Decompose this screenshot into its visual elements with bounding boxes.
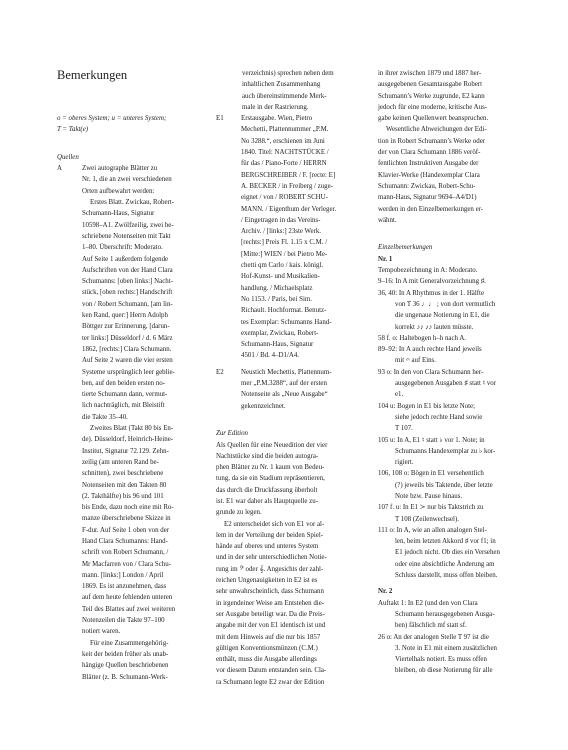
text-line: len, beim letzten Akkord ♯ vor f1; in <box>395 538 496 546</box>
text-line: angabe mit der von E1 identisch ist und <box>216 622 326 630</box>
text-line: A. BECKER / in Freiberg / zuge- <box>241 182 333 190</box>
text-line: Tempobezeichnung in A: Moderato. <box>378 267 478 275</box>
text-line: Zwei autographe Blätter zu <box>82 165 158 173</box>
text-line: Richault. Hochformat. Benutz- <box>241 307 327 315</box>
text-line: auf dem heute fehlenden unteren <box>82 594 173 602</box>
nr2-remarks <box>378 598 532 677</box>
text-line: Mr Macfarren von / Clara Schu- <box>82 560 171 568</box>
text-line: enthält, muss die Ausgabe allerdings <box>216 656 317 664</box>
text-line: Als Quellen für eine Neuedition der vier <box>216 441 328 449</box>
text-line: Schumanns Handexemplar zu ♭ kor- <box>395 447 496 455</box>
text-line: die ungenaue Notierung in E1, die <box>395 312 490 320</box>
text-line: tung, da sie ein Stadium repräsentieren, <box>216 475 325 483</box>
source-e1 <box>216 113 364 362</box>
text-line: Auf Seite 2 waren die vier ersten <box>82 357 173 365</box>
edition-text <box>216 440 364 689</box>
text-line: oder eine absichtliche Änderung am <box>395 560 495 568</box>
piece-heading-nr2: Nr. 2 <box>378 588 393 596</box>
piece-heading-nr1: Nr. 1 <box>378 255 393 263</box>
source-tag: A <box>57 165 62 173</box>
text-line: schrift von Robert Schumann, / <box>82 549 169 557</box>
text-line: Auftakt 1: In E2 (und den von Clara <box>378 599 478 607</box>
text-line: handlung. / Michaelsplatz <box>241 284 313 292</box>
text-line: Notenzeilen die Takte 97–100 <box>82 617 165 625</box>
text-line: exemplar, Zwickau, Robert- <box>241 329 319 337</box>
text-line: Hand Clara Schumanns: Hand- <box>82 537 168 545</box>
text-line: [Mitte:] WIEN / bei Pietro Me- <box>241 250 328 258</box>
text-line: schriebene Notenseiten mit Takt <box>82 232 171 240</box>
text-line: 111 o: In A, wie an allen analogen Stel- <box>378 526 487 534</box>
text-line: Für eine Zusammengehörig- <box>90 639 169 647</box>
text-line: ken Rand, quer:] Herrn Adolph <box>82 312 168 320</box>
page-title: Bemerkungen <box>57 68 128 82</box>
text-line: vor diesem Datum entstanden sein. Cla- <box>216 667 327 675</box>
text-line: Schumanns: [oben links:] Nacht- <box>82 278 173 286</box>
text-line: Teil des Blattes auf zwei weiteren <box>82 605 176 613</box>
text-line: ausgegebenen Gesamtausgabe Robert <box>378 81 483 89</box>
text-line: Schumann’s Werke zugrunde, E2 kann <box>378 92 485 100</box>
text-line: 89–92: In A auch rechte Hand jeweils <box>378 346 482 354</box>
text-line: T 108 (Zeilenwechsel). <box>395 515 459 523</box>
text-line: Schluss darstellt, muss offen bleiben. <box>395 572 498 580</box>
text-line: die Takte 35–40. <box>82 413 128 421</box>
text-line: Wesentliche Abweichungen der Edi- <box>386 126 487 134</box>
text-line: 36, 40: In A Rhythmus in der 1. Hälfte <box>378 289 485 297</box>
text-line: lich nachträglich, mit Bleistift <box>82 402 165 410</box>
text-line: phen Blätter zu Nr. 1 kaum von Bedeu- <box>216 464 325 472</box>
text-line: hängige Quellen beschriebenen <box>82 662 169 670</box>
text-line: Schumann-Haus, Signatur <box>241 341 314 349</box>
text-line: grunde zu legen. <box>216 509 262 517</box>
text-line: von T 36 ♩♩ ; von dort vermutlich <box>395 300 496 308</box>
text-line: inhaltlichen Zusammenhang <box>242 81 321 89</box>
text-line: E2 unterscheidet sich von E1 vor al- <box>224 520 325 528</box>
text-line: [rechts:] Preis Fl. 1.15 x C.M. / <box>241 239 328 247</box>
text-line: 105 u: In A, E1 ♮ statt ♭ vor 1. Note; in <box>378 436 485 444</box>
text-line: ser Ausgabe beteiligt war. Da die Preis- <box>216 610 325 618</box>
text-line: mer „P.M.3288“, auf der ersten <box>241 380 327 388</box>
text-line: Erstes Blatt. Zwickau, Robert- <box>90 199 175 207</box>
text-line: 9–16: In A mit Generalvorzeichnung ♯. <box>378 278 486 286</box>
text-line: zeilig (am unteren Rand be- <box>82 458 159 466</box>
text-line: jedoch für eine moderne, kritische Aus- <box>378 103 488 111</box>
text-line: schnitten), zwei beschriebene <box>82 470 164 478</box>
text-line: 1862, [rechts:] Clara Schumann. <box>82 345 172 353</box>
text-line: keit der beiden früher als unab- <box>82 650 169 658</box>
text-line: reichen Ungenauigkeiten in E2 ist es <box>216 577 318 585</box>
text-line: Hof-Kunst- und Musikalien- <box>241 273 320 281</box>
text-line: 4501 / Bd. 4–D1/A4. <box>241 352 299 360</box>
text-line: Notenseite als „Neue Ausgabe“ <box>241 391 328 399</box>
text-line: 10598–A1. Zwölfzeilig, zwei be- <box>82 221 174 229</box>
text-line: ben, auf den beiden ersten no- <box>82 379 166 387</box>
text-line: Note bzw. Pause hinaus. <box>395 492 463 500</box>
text-line: (?) jeweils bis Taktende, über letzte <box>395 481 493 489</box>
text-line: Blätter (z. B. Schumann-Werk- <box>82 673 168 681</box>
text-line: 1840. Titel: NACHTSTÜCKE / <box>241 149 329 157</box>
text-line: verzeichnis) sprechen neben dem <box>242 70 334 77</box>
text-line: 1869. Es ist anzunehmen, dass <box>82 583 167 591</box>
text-line: 104 u: Bogen in E1 bis letzte Note; <box>378 402 476 410</box>
column-2 <box>216 68 364 688</box>
text-line: der von Clara Schumann 1886 veröf- <box>378 149 481 157</box>
text-line: Schumann-Haus, Signatur <box>82 210 155 218</box>
text-line: MANN. / Eigenthum der Verleger. <box>241 205 337 213</box>
text-line: Orten aufbewahrt werden: <box>82 187 155 195</box>
source-a <box>57 163 205 683</box>
source-a-text <box>82 163 205 683</box>
source-e2 <box>216 367 364 412</box>
text-line: mit 𝄐 auf Eins. <box>395 357 436 365</box>
text-line: mann-Haus, Signatur 9694–A4/D1) <box>378 194 477 202</box>
text-line: für das / Piano-Forte / HERRN <box>241 160 327 168</box>
text-line: / Eingetragen in das Vereins- <box>241 216 321 224</box>
text-line: ausgegebenen Ausgaben ♯ statt ♮ vor <box>395 380 497 388</box>
text-line: sehr unwahrscheinlich, dass Schumann <box>216 588 324 596</box>
text-line: 106, 108 o: Bögen in E1 versehentlich <box>378 470 484 478</box>
nr1-remarks <box>378 265 532 581</box>
text-line: stück, [oben rechts:] Handschrift <box>82 289 173 297</box>
text-line: T 107. <box>395 425 413 433</box>
text-line: wähnt. <box>378 216 397 224</box>
source-tag: E1 <box>216 115 224 123</box>
text-line: Auf Seite 1 außerdem folgende <box>82 255 169 263</box>
text-line: tierte Schumann dann, vermut- <box>82 391 168 399</box>
text-line: 93 o: In den von Clara Schumann her- <box>378 368 484 376</box>
text-line: bleiben, ob diese Notierung für alle <box>395 667 493 675</box>
text-line: eignet / von / ROBERT SCHU- <box>241 194 328 202</box>
text-line: gültigen Konventionsmünzen (C.M.) <box>216 644 318 652</box>
text-line: mit dem Hinweis auf die nur bis 1857 <box>216 633 321 641</box>
text-line: Aufschriften von der Hand Clara <box>82 266 173 274</box>
text-line: gabe keinen Quellenwert beanspruchen. <box>378 115 489 123</box>
text-line: No 3288.“, erschienen im Juni <box>241 137 325 145</box>
text-line: (2. Takthälfte) bis 96 und 101 <box>82 492 164 500</box>
text-line: Mechetti, Plattennummer „P.M. <box>241 126 329 134</box>
text-line: rigiert. <box>395 459 414 467</box>
column-1 <box>57 113 205 683</box>
text-line: Institut, Signatur 72.129. Zehn- <box>82 447 169 455</box>
text-line: ben) fälschlich mf statt sf. <box>395 622 467 630</box>
text-line: von / Robert Schumann, [am lin- <box>82 300 173 308</box>
text-line: tes Exemplar: Schumanns Hand- <box>241 318 332 326</box>
text-line: Viertelhals notiert. Es muss offen <box>395 656 487 664</box>
text-line: tion in Robert Schumann’s Werke oder <box>378 137 486 145</box>
text-line: Schumann herausgegebenen Ausga- <box>395 610 495 618</box>
text-line: No 1153. / Paris, bei Sim. <box>241 295 312 303</box>
section-heading-einzelbemerkungen: Einzelbemerkungen <box>378 244 433 252</box>
text-line: rung im 𝄢 oder 𝄞. Angesichts der zahl- <box>216 565 324 573</box>
text-line: siehe jedoch rechte Hand sowie <box>395 413 483 421</box>
text-line: Schumann: Zwickau, Robert-Schu- <box>378 182 476 190</box>
text-line: Klavier-Werke (Handexemplar Clara <box>378 171 480 179</box>
section-heading-quellen: Quellen <box>57 153 79 161</box>
text-line: Nachtstücke sind die beiden autogra- <box>216 452 319 460</box>
text-line: E1 jedoch nicht. Ob dies ein Versehen <box>395 549 500 557</box>
text-line: hände auf oberes und unteres System <box>216 543 319 551</box>
text-line: in ihrer zwischen 1879 und 1887 her- <box>378 70 482 77</box>
text-line: F-dur. Auf Seite 1 oben von der <box>82 526 170 534</box>
source-a-continuation <box>216 68 364 113</box>
text-line: und in der sehr unterschiedlichen Notie- <box>216 554 327 562</box>
column-3 <box>378 68 532 677</box>
text-line: male in der Rastrierung. <box>242 103 309 111</box>
text-line: fentlichten Instruktiven Ausgabe der <box>378 160 479 168</box>
text-line: Archiv. / [links:] 23ste Werk. <box>241 228 322 236</box>
source-tag: E2 <box>216 368 224 376</box>
text-line: korrekt ♪♪ ♪♪ lauten müsste. <box>395 323 474 331</box>
text-line: werden in den Einzelbemerkungen er- <box>378 205 484 213</box>
section-heading-edition: Zur Edition <box>216 430 248 438</box>
text-line: 26 o: An der analogen Stelle T 97 ist die <box>378 633 489 641</box>
text-line: Böttger zur Erinnerung, [darun- <box>82 323 170 331</box>
text-line: auch übereinstimmende Merk- <box>242 92 327 100</box>
abbrev-line: o = oberes System; u = unteres System; <box>57 115 167 122</box>
text-line: BERGSCHREIBER / F. [recte: E] <box>241 171 336 179</box>
edition-continuation <box>378 68 532 226</box>
source-e1-text <box>241 113 364 362</box>
text-line: 3. Note in E1 mit einem zusätzlichen <box>395 644 497 652</box>
text-line: lem in der Verteilung der beiden Spiel- <box>216 531 324 539</box>
text-line: Neustich Mechettis, Plattennum- <box>241 368 332 376</box>
text-line: ist. E1 war daher als Hauptquelle zu- <box>216 497 318 505</box>
text-line: 107 f. u: In E1 ≻ nur bis Taktstrich zu <box>378 504 484 512</box>
text-line: das durch die Druckfassung überholt <box>216 486 318 494</box>
text-line: ter links:] Düsseldorf / d. 6 März <box>82 334 173 342</box>
text-line: Notenseiten mit den Takten 80 <box>82 481 167 489</box>
source-e2-text <box>241 367 364 412</box>
text-line: in irgendeiner Weise am Entstehen die- <box>216 599 325 607</box>
text-line: e1. <box>395 391 404 399</box>
text-line: gekennzeichnet. <box>241 402 286 410</box>
text-line: 1–80. Überschrift: Moderato. <box>82 244 163 252</box>
text-line: ra Schumann legte E2 zwar der Edition <box>216 678 325 686</box>
text-line: Zweites Blatt (Takt 80 bis En- <box>90 425 174 433</box>
abbrev-line: T = Takt(e) <box>57 126 89 134</box>
text-line: mann. [links:] London / April <box>82 571 164 579</box>
text-line: Nr. 1, die an zwei verschiedenen <box>82 176 172 184</box>
text-line: Systeme ursprünglich leer geblie- <box>82 368 175 376</box>
text-line: notiert waren. <box>82 628 121 636</box>
text-line: chetti qm Carlo / kais. königl. <box>241 262 324 270</box>
text-line: manze überschriebene Skizze in <box>82 515 171 523</box>
text-line: bis Ende, dazu noch eine mit Ro- <box>82 504 174 512</box>
text-line: Erstausgabe. Wien, Pietro <box>241 115 313 123</box>
text-line: 58 f. o: Haltebogen h–h nach A. <box>378 334 467 342</box>
text-line: de). Düsseldorf, Heinrich-Heine- <box>82 436 174 444</box>
